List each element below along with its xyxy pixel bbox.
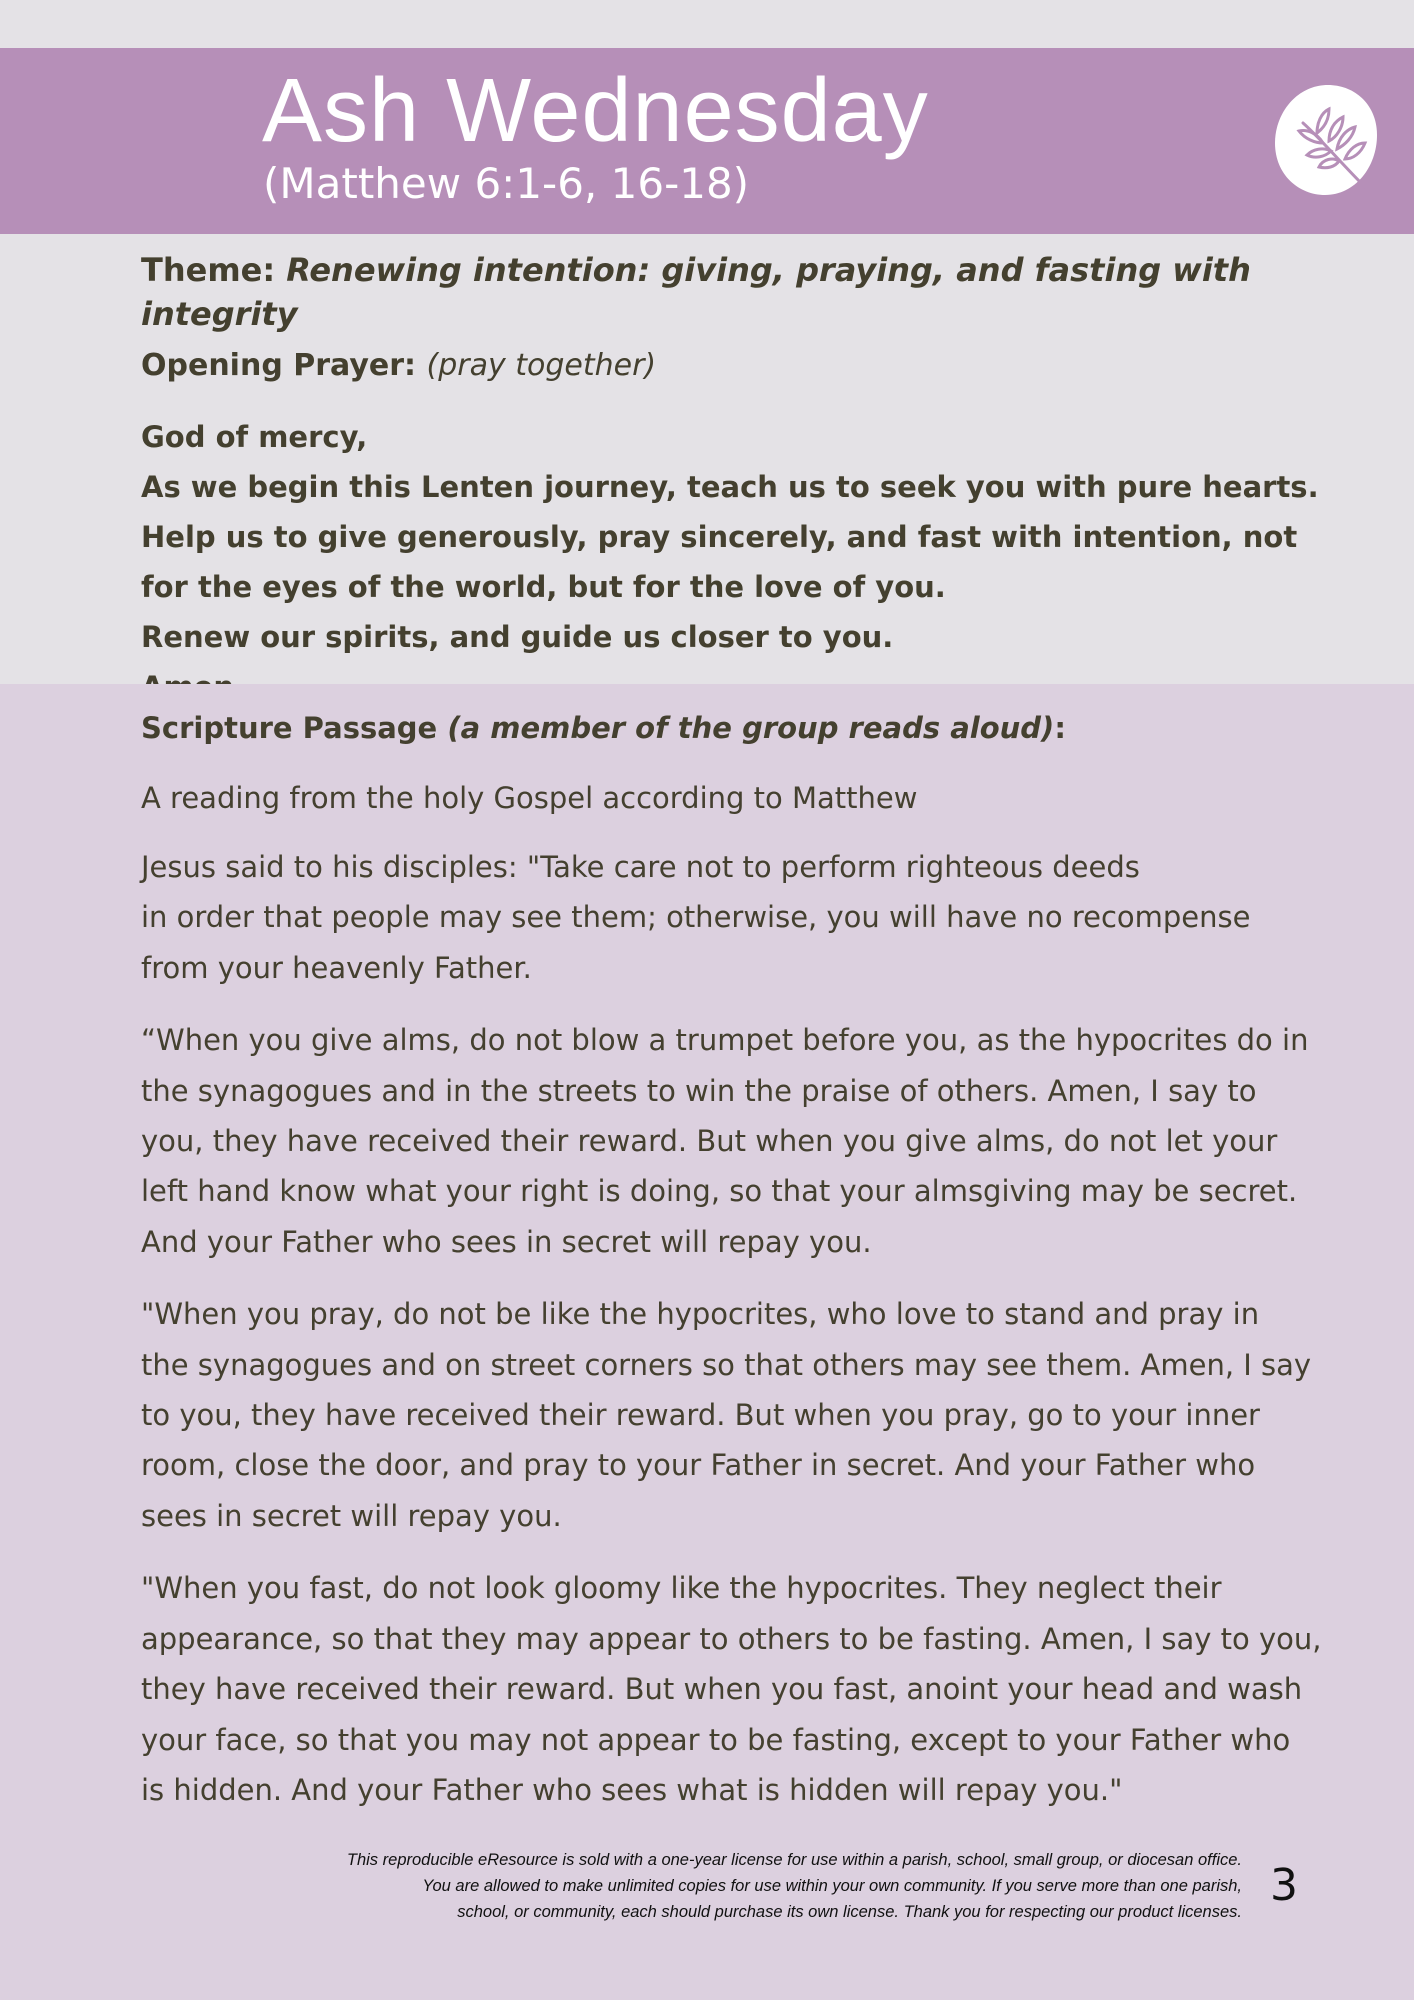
- scripture-reference: (Matthew 6:1-6, 16-18): [263, 159, 750, 208]
- header-banner: [0, 48, 1414, 234]
- scripture-heading-note: (a member of the group reads aloud): [447, 711, 1055, 745]
- prayer-line: for the eyes of the world, but for the love of you.: [141, 570, 946, 604]
- scripture-line: your face, so that you may not appear to be fasting, except to your Father who: [141, 1722, 1291, 1757]
- theme-label: Theme:: [141, 251, 287, 289]
- page-title: Ash Wednesday: [262, 61, 929, 161]
- scripture-heading-label: Scripture Passage: [141, 711, 448, 745]
- theme-value: Renewing intention: giving, praying, and fasting with integrity: [141, 251, 1251, 333]
- scripture-line: "When you pray, do not be like the hypocrites, who love to stand and pray in: [141, 1297, 1260, 1332]
- license-line: school, or community, each should purchase its own license. Thank you for respecting our product licenses.: [457, 1903, 1242, 1921]
- license-notice: [347, 1847, 1242, 1925]
- theme-line: [141, 248, 1321, 336]
- opening-prayer-note: (pray together): [426, 348, 657, 383]
- scripture-paragraph: [141, 1289, 1331, 1541]
- scripture-paragraph: [141, 1563, 1331, 1815]
- scripture-line: you, they have received their reward. But when you give alms, do not let your: [141, 1124, 1278, 1159]
- license-line: This reproducible eResource is sold with a one-year license for use within a parish, school, small group, or diocesan office.: [346, 1851, 1242, 1869]
- opening-prayer-label: Opening Prayer:: [141, 348, 427, 383]
- scripture-line: from your heavenly Father.: [141, 950, 532, 985]
- opening-prayer-text: [141, 412, 1321, 712]
- prayer-line: Help us to give generously, pray sincerely, and fast with intention, not: [141, 520, 1298, 554]
- scripture-line: room, close the door, and pray to your Father in secret. And your Father who: [141, 1448, 1256, 1483]
- scripture-line: appearance, so that they may appear to others to be fasting. Amen, I say to you,: [141, 1621, 1322, 1656]
- intro-section: [141, 248, 1321, 712]
- scripture-line: And your Father who sees in secret will repay you.: [141, 1224, 872, 1259]
- scripture-line: Jesus said to his disciples: "Take care not to perform righteous deeds: [141, 850, 1140, 884]
- scripture-paragraph: [141, 842, 1331, 993]
- prayer-line: As we begin this Lenten journey, teach us to seek you with pure hearts.: [141, 470, 1319, 504]
- scripture-paragraph: [141, 1015, 1331, 1267]
- scripture-line: "When you fast, do not look gloomy like the hypocrites. They neglect their: [141, 1571, 1222, 1606]
- license-line: You are allowed to make unlimited copies for use within your own community. If you serve more than one parish,: [422, 1877, 1242, 1895]
- prayer-line: Renew our spirits, and guide us closer to you.: [141, 620, 894, 654]
- scripture-line: left hand know what your right is doing, so that your almsgiving may be secret.: [141, 1174, 1298, 1209]
- scripture-line: sees in secret will repay you.: [141, 1498, 562, 1533]
- scripture-line: in order that people may see them; otherwise, you will have no recompense: [141, 900, 1251, 935]
- scripture-line: they have received their reward. But when you fast, anoint your head and wash: [141, 1672, 1303, 1707]
- scripture-line: to you, they have received their reward. But when you pray, go to your inner: [141, 1398, 1260, 1433]
- scripture-heading-colon: :: [1054, 711, 1066, 745]
- leafy-branch-icon: [1273, 83, 1378, 198]
- scripture-line: “When you give alms, do not blow a trumpet before you, as the hypocrites do in: [141, 1023, 1309, 1058]
- scripture-line: is hidden. And your Father who sees what is hidden will repay you.": [141, 1772, 1123, 1807]
- opening-prayer-heading: [141, 344, 1321, 388]
- page-number: 3: [1270, 1860, 1298, 1911]
- scripture-section: [141, 706, 1331, 1815]
- scripture-heading: [141, 706, 1331, 750]
- scripture-line: the synagogues and on street corners so that others may see them. Amen, I say: [141, 1347, 1312, 1382]
- scripture-line: the synagogues and in the streets to win the praise of others. Amen, I say to: [141, 1073, 1257, 1108]
- prayer-line: God of mercy,: [141, 420, 368, 454]
- reading-intro: A reading from the holy Gospel according to Matthew: [141, 781, 918, 815]
